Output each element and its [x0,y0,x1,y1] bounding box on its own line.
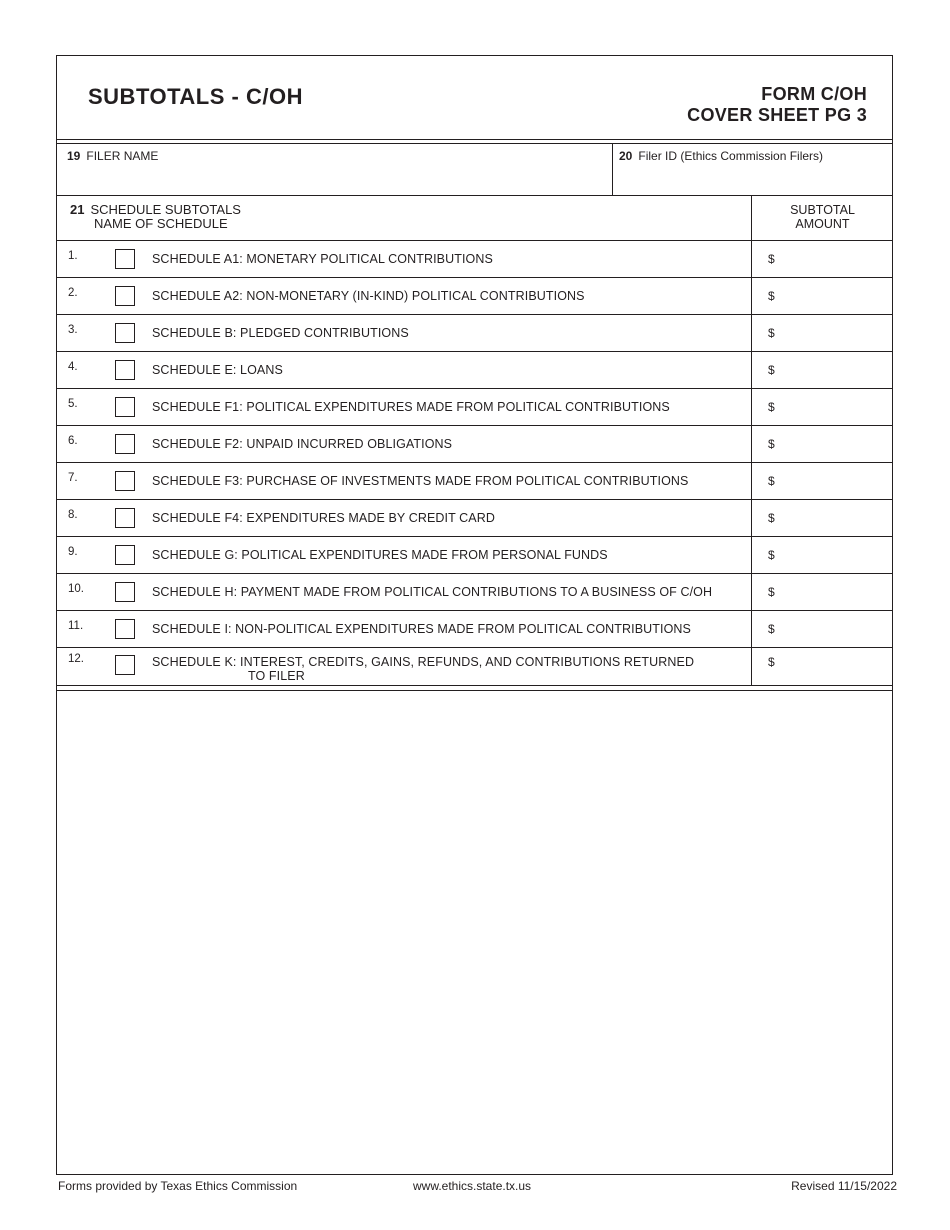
row-number: 8. [68,509,78,521]
row-number: 5. [68,398,78,410]
row-divider [56,425,893,426]
page-title: SUBTOTALS - C/OH [88,84,303,109]
row-divider [56,647,893,648]
filer-name-label: 19 FILER NAME [67,149,159,163]
subtotal-column-header: SUBTOTAL AMOUNT [790,203,855,231]
schedule-name: SCHEDULE A1: MONETARY POLITICAL CONTRIBUTIONS [152,252,493,266]
divider [56,690,893,691]
schedule-name: SCHEDULE F4: EXPENDITURES MADE BY CREDIT CARD [152,511,495,525]
schedule-checkbox[interactable] [115,582,135,602]
row-divider [56,277,893,278]
divider [56,139,893,140]
schedule-name: SCHEDULE H: PAYMENT MADE FROM POLITICAL CONTRIBUTIONS TO A BUSINESS OF C/OH [152,585,713,599]
subtotal-amount-field[interactable]: $ [768,622,775,636]
name-column-header: NAME OF SCHEDULE [94,216,228,231]
filer-id-field[interactable] [614,165,890,193]
subtotal-amount-field[interactable]: $ [768,400,775,414]
subtotal-amount-field[interactable]: $ [768,474,775,488]
divider [56,143,893,144]
schedule-checkbox[interactable] [115,655,135,675]
row-divider [56,499,893,500]
divider [56,685,893,686]
schedule-name: SCHEDULE G: POLITICAL EXPENDITURES MADE FROM PERSONAL FUNDS [152,548,608,562]
schedule-checkbox[interactable] [115,619,135,639]
row-number: 9. [68,546,78,558]
divider [612,143,613,195]
row-divider [56,388,893,389]
column-divider [751,195,752,685]
schedule-name: SCHEDULE K: INTEREST, CREDITS, GAINS, REFUNDS, AND CONTRIBUTIONS RETURNED TO FILER [152,655,695,683]
row-divider [56,314,893,315]
row-divider [56,536,893,537]
schedule-checkbox[interactable] [115,508,135,528]
subtotal-amount-field[interactable]: $ [768,363,775,377]
row-divider [56,462,893,463]
subtotal-amount-field[interactable]: $ [768,252,775,266]
schedule-checkbox[interactable] [115,286,135,306]
schedule-checkbox[interactable] [115,545,135,565]
schedule-name: SCHEDULE F3: PURCHASE OF INVESTMENTS MADE FROM POLITICAL CONTRIBUTIONS [152,474,689,488]
schedule-name: SCHEDULE B: PLEDGED CONTRIBUTIONS [152,326,409,340]
filer-name-field[interactable] [58,165,610,193]
subtotal-amount-field[interactable]: $ [768,511,775,525]
schedule-checkbox[interactable] [115,360,135,380]
schedule-name: SCHEDULE E: LOANS [152,363,283,377]
row-number: 7. [68,472,78,484]
row-number: 3. [68,324,78,336]
section-header: 21 SCHEDULE SUBTOTALS NAME OF SCHEDULE [70,202,241,231]
schedule-checkbox[interactable] [115,397,135,417]
row-divider [56,573,893,574]
row-divider [56,240,893,241]
schedule-checkbox[interactable] [115,323,135,343]
schedule-name: SCHEDULE F2: UNPAID INCURRED OBLIGATIONS [152,437,453,451]
row-number: 1. [68,250,78,262]
subtotal-amount-field[interactable]: $ [768,585,775,599]
row-number: 4. [68,361,78,373]
subtotal-amount-field[interactable]: $ [768,655,775,669]
footer-website[interactable]: www.ethics.state.tx.us [413,1179,532,1193]
row-divider [56,610,893,611]
form-identifier [687,84,867,126]
schedule-checkbox[interactable] [115,249,135,269]
form-page: COVER SHEET PG 3 [687,105,867,125]
row-number: 2. [68,287,78,299]
row-number: 6. [68,435,78,447]
footer-revised-date: Revised 11/15/2022 [791,1179,897,1193]
row-number: 11. [68,620,84,632]
schedule-name: SCHEDULE A2: NON-MONETARY (IN-KIND) POLITICAL CONTRIBUTIONS [152,289,585,303]
subtotal-amount-field[interactable]: $ [768,289,775,303]
schedule-name: SCHEDULE F1: POLITICAL EXPENDITURES MADE FROM POLITICAL CONTRIBUTIONS [152,400,670,414]
row-divider [56,351,893,352]
filer-id-label: 20 Filer ID (Ethics Commission Filers) [619,149,824,163]
row-number: 12. [68,653,84,665]
subtotal-amount-field[interactable]: $ [768,326,775,340]
schedule-checkbox[interactable] [115,471,135,491]
footer-provider: Forms provided by Texas Ethics Commission [58,1179,298,1193]
divider [56,195,893,196]
schedule-name: SCHEDULE I: NON-POLITICAL EXPENDITURES MADE FROM POLITICAL CONTRIBUTIONS [152,622,691,636]
row-number: 10. [68,583,84,595]
schedule-checkbox[interactable] [115,434,135,454]
form-name: FORM C/OH [761,84,867,104]
subtotal-amount-field[interactable]: $ [768,437,775,451]
subtotal-amount-field[interactable]: $ [768,548,775,562]
